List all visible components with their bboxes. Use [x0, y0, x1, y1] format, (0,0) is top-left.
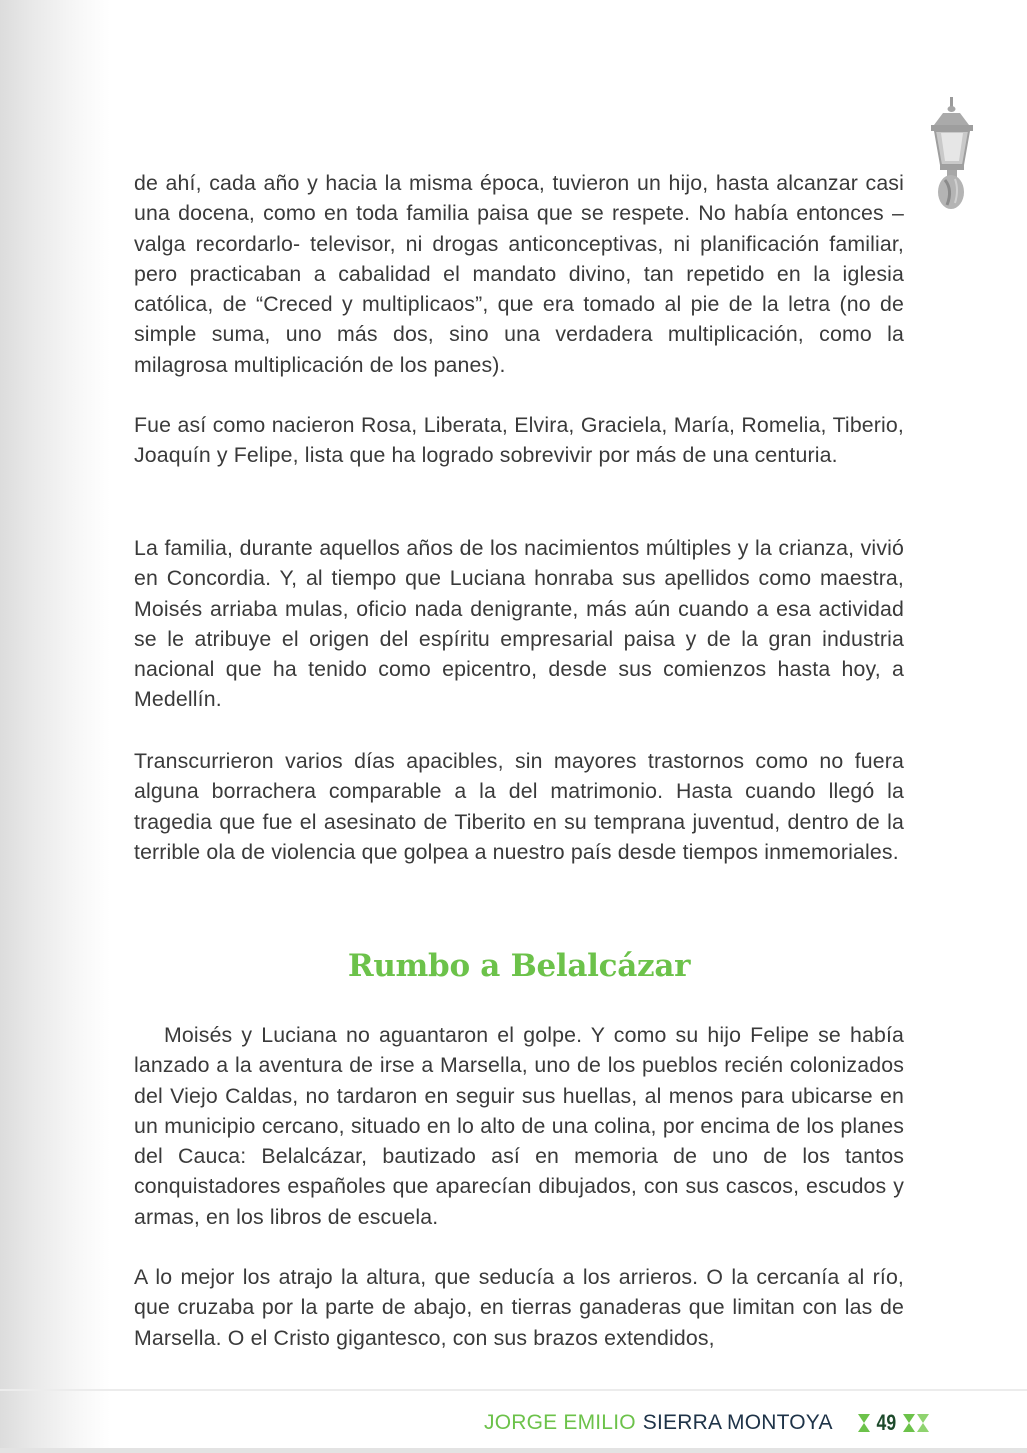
street-lamp-icon: [925, 95, 980, 215]
paragraph-text: Moisés y Luciana no aguantaron el golpe. Y como su hijo Felipe se había lanzado a la aventura de irse a Marsella, uno de los pueblos recién colonizados del Viejo Caldas, no tardaron en seguir sus huellas, al menos para ubicarse en un municipio cercano, situado en lo alto de una colina, por encima de los planes del Cauca: Belalcázar, bautizado así en memoria de uno de los tantos conquistadores españoles que aparecían dibujados, con sus cascos, escudos y armas, en los libros de escuela.: [134, 1023, 904, 1229]
paragraph-2: [134, 410, 904, 471]
paragraph-1: [134, 168, 904, 380]
paragraph-5: [134, 1020, 904, 1232]
paragraph-3: [134, 533, 904, 715]
hourglass-icon: [916, 1413, 930, 1433]
paragraph-text: Fue así como nacieron Rosa, Liberata, Elvira, Graciela, María, Romelia, Tiberio, Joaquín y Felipe, lista que ha logrado sobrevivir por más de una centuria.: [134, 413, 904, 468]
paragraph-text: de ahí, cada año y hacia la misma época, tuvieron un hijo, hasta alcanzar casi una docena, como en toda familia paisa que se respete. No había entonces –valga recordarlo- televisor, ni drogas anticonceptivas, ni planificación familiar, pero practicaban a cabalidad el mandato divino, tan repetido en la iglesia católica, de “Creced y multiplicaos”, que era tomado al pie de la letra (no de simple suma, uno más dos, sino una verdadera multiplicación, como la milagrosa multiplicación de los panes).: [134, 171, 904, 377]
author-last-name: SIERRA MONTOYA: [642, 1411, 833, 1434]
paragraph-6: [134, 1262, 904, 1353]
page-gutter-shadow: [0, 0, 110, 1453]
author-first-name: JORGE EMILIO: [484, 1411, 636, 1434]
footer-divider: [0, 1389, 1027, 1391]
paragraph-text: Transcurrieron varios días apacibles, sin mayores trastornos como no fuera alguna borrachera comparable a la del matrimonio. Hasta cuando llegó la tragedia que fue el asesinato de Tiberito en su temprana juventud, dentro de la terrible ola de violencia que golpea a nuestro país desde tiempos inmemoriales.: [134, 749, 904, 864]
footer-bottom-edge: [0, 1448, 1027, 1453]
page-number-block: [857, 1410, 930, 1436]
hourglass-icon: [857, 1413, 871, 1433]
section-heading: Rumbo a Belalcázar: [347, 948, 691, 984]
hourglass-icon: [902, 1413, 916, 1433]
paragraph-text: La familia, durante aquellos años de los nacimientos múltiples y la crianza, vivió en Concordia. Y, al tiempo que Luciana honraba sus apellidos como maestra, Moisés arriaba mulas, oficio nada denigrante, más aún cuando a esa actividad se le atribuye el origen del espíritu empresarial paisa y de la gran industria nacional que ha tenido como epicentro, desde sus comienzos hasta hoy, a Medellín.: [134, 536, 904, 712]
paragraph-text: A lo mejor los atrajo la altura, que seducía a los arrieros. O la cercanía al río, que cruzaba por la parte de abajo, en tierras ganaderas que limitan con las de Marsella. O el Cristo gigantesco, con sus brazos extendidos,: [134, 1265, 904, 1350]
paragraph-4: [134, 746, 904, 867]
page-footer: [484, 1408, 930, 1438]
page-number: 49: [876, 1410, 897, 1435]
